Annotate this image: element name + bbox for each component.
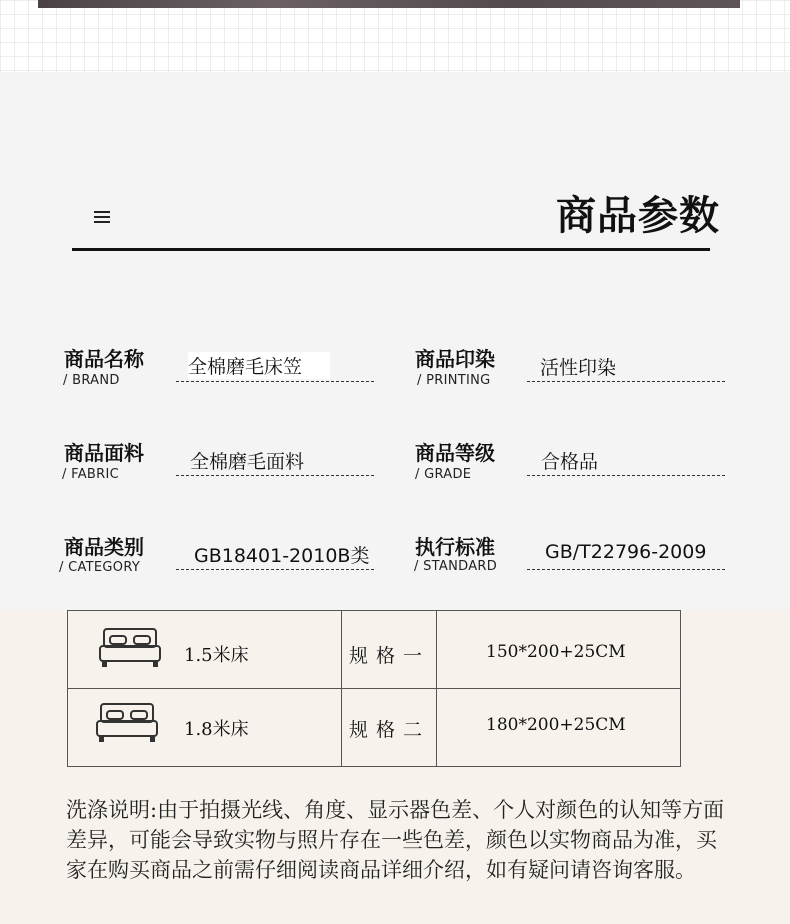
table-row-size: 150*200+25CM xyxy=(486,642,626,662)
printing-underline xyxy=(527,381,725,382)
care-note xyxy=(66,795,732,885)
category-value: GB18401-2010B类 xyxy=(194,545,370,567)
product-photo-edge xyxy=(38,0,740,8)
table-row-bed: 1.8米床 xyxy=(184,719,249,740)
printing-value: 活性印染 xyxy=(540,357,617,379)
printing-label-en: / PRINTING xyxy=(417,373,491,388)
category-underline xyxy=(176,569,374,570)
table-col-divider xyxy=(436,611,437,766)
care-note-label: 洗涤说明: xyxy=(66,798,158,822)
standard-underline xyxy=(527,569,725,570)
menu-icon xyxy=(94,211,110,223)
table-row-spec-label: 规格一 xyxy=(349,645,431,667)
brand-underline xyxy=(176,381,374,382)
top-banner-strip xyxy=(0,0,790,72)
category-label: 商品类别 xyxy=(64,535,144,559)
params-section xyxy=(0,72,790,610)
grade-label-en: / GRADE xyxy=(415,467,472,482)
care-note-text: 由于拍摄光线、角度、显示器色差、个人对颜色的认知等方面差异，可能会导致实物与照片存在一些色差，颜色以实物商品为准，买家在购买商品之前需仔细阅读商品详细介绍，如有疑问请咨询客服。 xyxy=(66,798,725,882)
table-row-bed: 1.5米床 xyxy=(184,645,249,666)
table-row-spec-label: 规格二 xyxy=(349,719,431,741)
standard-label-en: / STANDARD xyxy=(414,559,498,574)
table-col-divider xyxy=(341,611,342,766)
table-row-divider xyxy=(68,688,680,689)
fabric-value: 全棉磨毛面料 xyxy=(190,451,305,473)
brand-label: 商品名称 xyxy=(64,347,144,371)
grade-value: 合格品 xyxy=(541,451,599,473)
table-row-size: 180*200+25CM xyxy=(486,715,626,735)
fabric-label: 商品面料 xyxy=(64,441,144,465)
bed-icon xyxy=(98,626,162,670)
fabric-underline xyxy=(176,475,374,476)
grade-label: 商品等级 xyxy=(415,441,495,465)
category-label-en: / CATEGORY xyxy=(59,560,141,575)
section-title: 商品参数 xyxy=(556,193,720,239)
grade-underline xyxy=(527,475,725,476)
spec-table xyxy=(67,610,681,767)
fabric-label-en: / FABRIC xyxy=(62,467,119,482)
printing-label: 商品印染 xyxy=(415,347,495,371)
standard-value: GB/T22796-2009 xyxy=(545,541,707,563)
brand-value: 全棉磨毛床笠 xyxy=(188,352,330,379)
title-divider xyxy=(72,248,710,251)
brand-label-en: / BRAND xyxy=(63,373,120,388)
standard-label: 执行标准 xyxy=(415,535,495,559)
bed-icon xyxy=(95,701,159,745)
